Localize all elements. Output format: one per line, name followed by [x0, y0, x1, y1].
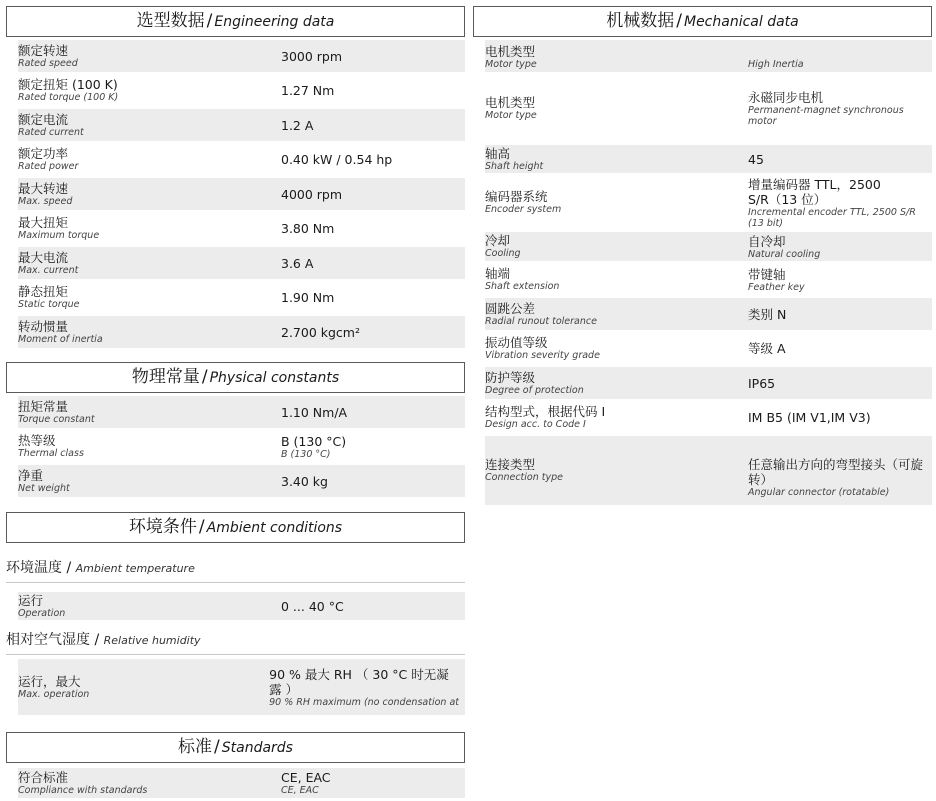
row-value: 2.700 kgcm²: [281, 324, 360, 340]
table-row: [18, 396, 465, 428]
row-value: 3.80 Nm: [281, 221, 335, 236]
row-value: 45: [748, 151, 764, 167]
row-label-en: Radial runout tolerance: [485, 315, 597, 327]
left-column: [6, 6, 465, 798]
row-label-en: Shaft height: [485, 160, 544, 172]
row-value: 3000 rpm: [281, 48, 343, 64]
row-label-en: Maximum torque: [18, 230, 100, 241]
row-value: 任意输出方向的弯型接头（可旋转）: [748, 457, 924, 487]
subhead-en: Ambient temperature: [75, 562, 195, 575]
table-row: [18, 109, 465, 141]
row-label-cn: 额定电流: [18, 111, 69, 127]
table-row: [18, 430, 465, 463]
row-label-cn: 编码器系统: [485, 189, 548, 204]
physical-constants-header: 物理常量 / Physical constants: [6, 362, 465, 393]
row-label-en: Max. operation: [18, 688, 90, 700]
row-value-en: High Inertia: [748, 59, 804, 70]
row-value-en: B (130 °C): [281, 448, 331, 460]
row-value: 增量编码器 TTL，2500 S/R（13 位）: [748, 176, 881, 207]
row-label-en: Vibration severity grade: [485, 350, 600, 361]
ambient-temperature-subhead: 环境温度 / Ambient temperature: [6, 552, 465, 583]
row-label-en: Max. speed: [18, 195, 73, 207]
row-value-en: Natural cooling: [748, 248, 821, 260]
table-row: [18, 247, 465, 279]
row-label-cn: 符合标准: [18, 769, 69, 785]
row-label-cn: 热等级: [18, 433, 56, 448]
row-label-en: Connection type: [485, 472, 563, 483]
table-row: [18, 74, 465, 107]
ambient-conditions-header: 环境条件 / Ambient conditions: [6, 512, 465, 543]
table-row: [485, 298, 932, 330]
row-value: 90 % 最大 RH （ 30 °C 时无凝露 ）: [269, 666, 449, 697]
row-label-cn: 运行: [18, 592, 44, 608]
row-label-cn: 圆跳公差: [485, 300, 536, 316]
row-label-cn: 振动值等级: [485, 335, 548, 350]
row-value: 等级 A: [748, 341, 786, 356]
row-label-en: Motor type: [485, 110, 537, 121]
mechanical-title-cn: 机械数据: [606, 11, 675, 31]
table-row: [18, 178, 465, 210]
row-label-cn: 额定扭矩 (100 K): [18, 77, 118, 92]
row-label-en: Rated current: [18, 126, 84, 138]
relative-humidity-subhead: 相对空气湿度 / Relative humidity: [6, 624, 465, 655]
row-value: 永磁同步电机: [748, 90, 824, 105]
ambient-title-cn: 环境条件: [128, 517, 197, 537]
row-label-cn: 额定转速: [18, 42, 69, 58]
row-value: 0.40 kW / 0.54 hp: [281, 152, 393, 167]
engineering-title-en: Engineering data: [214, 14, 335, 30]
table-row: [18, 592, 465, 620]
subhead-en: Relative humidity: [103, 634, 201, 647]
row-label-en: Motor type: [485, 59, 537, 70]
row-value: IM B5 (IM V1,IM V3): [748, 410, 871, 425]
row-label-cn: 净重: [18, 467, 44, 483]
row-label-cn: 额定功率: [18, 146, 69, 161]
row-label-cn: 轴高: [485, 145, 511, 161]
row-label-en: Thermal class: [18, 448, 84, 459]
row-label-en: Compliance with standards: [18, 784, 148, 796]
row-label-en: Max. current: [18, 264, 79, 276]
row-label-cn: 结构型式，根据代码 I: [485, 404, 606, 419]
row-label-cn: 最大扭矩: [18, 215, 69, 230]
row-value: 1.2 A: [281, 117, 314, 133]
row-value: 带键轴: [748, 266, 786, 282]
table-row: [485, 367, 932, 399]
engineering-rows: [6, 40, 465, 348]
table-row: [18, 40, 465, 72]
row-label-en: Rated speed: [18, 57, 78, 69]
subhead-cn: 环境温度: [6, 560, 62, 576]
row-label-en: Rated torque (100 K): [18, 92, 119, 103]
mechanical-rows: [473, 40, 932, 505]
engineering-title-cn: 选型数据: [136, 11, 205, 31]
physical-rows: [6, 396, 465, 497]
table-row: [18, 212, 465, 245]
row-label-en: Encoder system: [485, 204, 562, 215]
row-value-en: Permanent-magnet synchronous motor: [748, 105, 904, 127]
row-value: 1.10 Nm/A: [281, 404, 348, 420]
row-label-en: Cooling: [485, 248, 521, 259]
table-row: [485, 145, 932, 173]
table-row: [18, 465, 465, 497]
row-value: 1.27 Nm: [281, 83, 335, 98]
row-label-en: Operation: [18, 607, 66, 619]
standards-header: 标准 / Standards: [6, 732, 465, 763]
row-label-cn: 连接类型: [485, 457, 536, 472]
physical-title-en: Physical constants: [209, 370, 340, 386]
table-row: [18, 281, 465, 314]
table-row: [485, 436, 932, 505]
row-label-cn: 最大转速: [18, 180, 69, 196]
right-column: [473, 6, 932, 505]
table-row: [485, 332, 932, 365]
table-row: [18, 768, 465, 798]
row-value-en: Feather key: [748, 281, 805, 293]
table-row: [485, 232, 932, 261]
row-label-cn: 电机类型: [485, 44, 536, 59]
table-row: [485, 74, 932, 143]
mechanical-title-en: Mechanical data: [683, 14, 799, 30]
row-label-cn: 转动惯量: [18, 318, 69, 334]
row-label-en: Rated power: [18, 161, 79, 172]
row-value-en: 90 % RH maximum (no condensation at: [269, 696, 459, 708]
row-value: 自冷却: [748, 233, 786, 249]
row-label-cn: 轴端: [485, 266, 511, 281]
table-row: [18, 659, 465, 715]
row-label-en: Net weight: [18, 482, 70, 494]
table-row: [485, 401, 932, 434]
table-row: [485, 40, 932, 72]
row-value-en: CE, EAC: [281, 785, 319, 796]
standards-title-cn: 标准: [178, 737, 213, 757]
table-row: [18, 143, 465, 176]
row-label-en: Static torque: [18, 299, 80, 310]
row-value-en: Incremental encoder TTL, 2500 S/R (13 bit): [748, 206, 916, 229]
row-label-cn: 冷却: [485, 233, 511, 248]
standards-title-en: Standards: [221, 740, 293, 756]
mechanical-data-header: 机械数据 / Mechanical data: [473, 6, 932, 37]
row-label-cn: 电机类型: [485, 95, 536, 110]
row-label-cn: 运行，最大: [18, 673, 81, 689]
row-value: CE, EAC: [281, 770, 331, 785]
row-value-en: Angular connector (rotatable): [748, 487, 890, 498]
subhead-cn: 相对空气湿度: [6, 632, 90, 648]
row-label-en: Torque constant: [18, 413, 95, 425]
row-value: 类别 N: [748, 306, 787, 322]
row-value: 3.6 A: [281, 255, 314, 271]
row-value: IP65: [748, 375, 776, 391]
row-label-cn: 静态扭矩: [18, 284, 69, 299]
table-row: [18, 316, 465, 348]
row-label-en: Moment of inertia: [18, 333, 103, 345]
row-value: 4000 rpm: [281, 186, 343, 202]
row-label-en: Shaft extension: [485, 281, 560, 292]
row-label-cn: 最大电流: [18, 249, 69, 265]
table-row: [485, 175, 932, 230]
row-value: 3.40 kg: [281, 473, 328, 489]
row-label-en: Degree of protection: [485, 384, 584, 396]
row-value: B (130 °C): [281, 433, 347, 449]
row-value: 1.90 Nm: [281, 290, 335, 305]
engineering-data-header: 选型数据 / Engineering data: [6, 6, 465, 37]
row-label-cn: 扭矩常量: [18, 398, 69, 414]
ambient-title-en: Ambient conditions: [206, 520, 343, 536]
table-row: [485, 263, 932, 296]
physical-title-cn: 物理常量: [131, 367, 200, 387]
row-label-cn: 防护等级: [485, 369, 536, 385]
row-label-en: Design acc. to Code I: [485, 419, 586, 430]
row-value: 0 ... 40 °C: [281, 598, 344, 614]
